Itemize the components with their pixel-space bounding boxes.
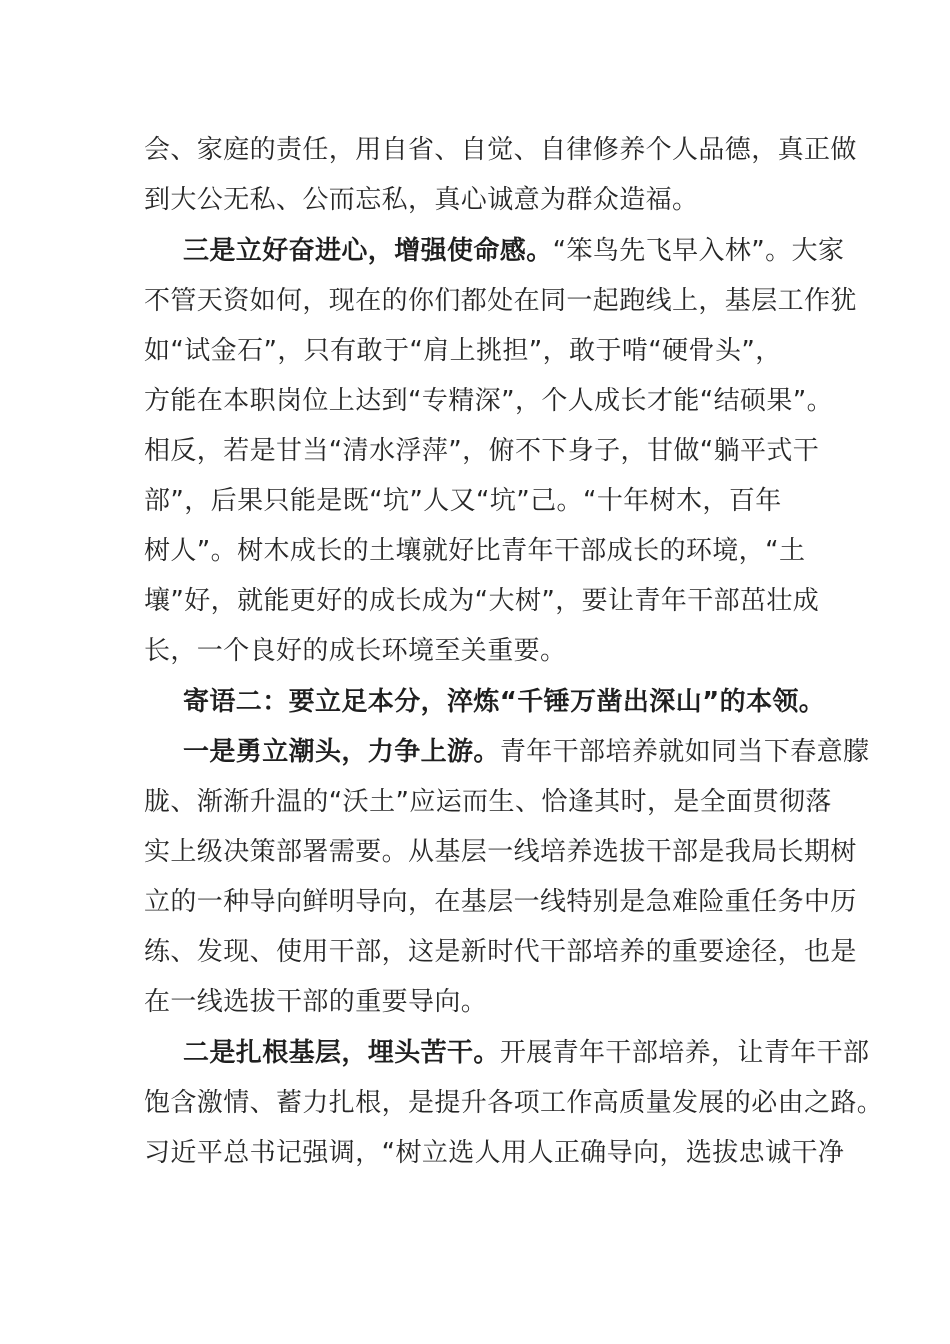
text-line: 实上级决策部署需要。从基层一线培养选拔干部是我局长期树 [144,837,857,867]
text-line: 会、家庭的责任，用自省、自觉、自律修养个人品德，真正做 [144,135,857,165]
text-line: 部”，后果只能是既“坑”人又“坑”己。“十年树木，百年 [144,486,782,516]
text-line: 方能在本职岗位上达到“专精深”，个人成长才能“结硕果”。 [144,386,834,416]
text-line: 立的一种导向鲜明导向，在基层一线特别是急难险重任务中历 [144,887,857,917]
text-line: 长，一个良好的成长环境至关重要。 [144,636,567,666]
text-line: 到大公无私、公而忘私，真心诚意为群众造福。 [144,185,699,215]
paragraph-heading: 一是勇立潮头，力争上游。 [183,737,500,767]
text-line: 相反，若是甘当“清水浮萍”，俯不下身子，甘做“躺平式干 [144,436,820,466]
paragraph-first-line [183,1028,870,1078]
text-line: 如“试金石”，只有敢于“肩上挑担”，敢于啃“硬骨头”， [144,336,782,366]
paragraph-text: 开展青年干部培养，让青年干部 [499,1038,870,1068]
section-heading: 寄语二：要立足本分，淬炼“千锤万凿出深山”的本领。 [183,687,826,717]
paragraph-heading: 二是扎根基层，埋头苦干。 [183,1038,500,1068]
text-line: 在一线选拔干部的重要导向。 [144,987,488,1017]
text-line: 饱含激情、蓄力扎根，是提升各项工作高质量发展的必由之路。 [144,1088,884,1118]
text-line: 不管天资如何，现在的你们都处在同一起跑线上，基层工作犹 [144,286,857,316]
paragraph-heading: 三是立好奋进心，增强使命感。 [183,236,553,266]
paragraph-first-line [183,226,845,276]
text-line: 习近平总书记强调，“树立选人用人正确导向，选拔忠诚干净 [144,1138,845,1168]
text-line: 胧、渐渐升温的“沃土”应运而生、恰逢其时，是全面贯彻落 [144,787,832,817]
text-line: 壤”好，就能更好的成长成为“大树”，要让青年干部茁壮成 [144,586,820,616]
paragraph-first-line [183,727,870,777]
text-line: 树人”。树木成长的土壤就好比青年干部成长的环境，“土 [144,536,806,566]
paragraph-text: 青年干部培养就如同当下春意朦 [499,737,870,767]
paragraph-text: “笨鸟先飞早入林”。大家 [552,236,845,266]
text-line: 练、发现、使用干部，这是新时代干部培养的重要途径，也是 [144,937,857,967]
